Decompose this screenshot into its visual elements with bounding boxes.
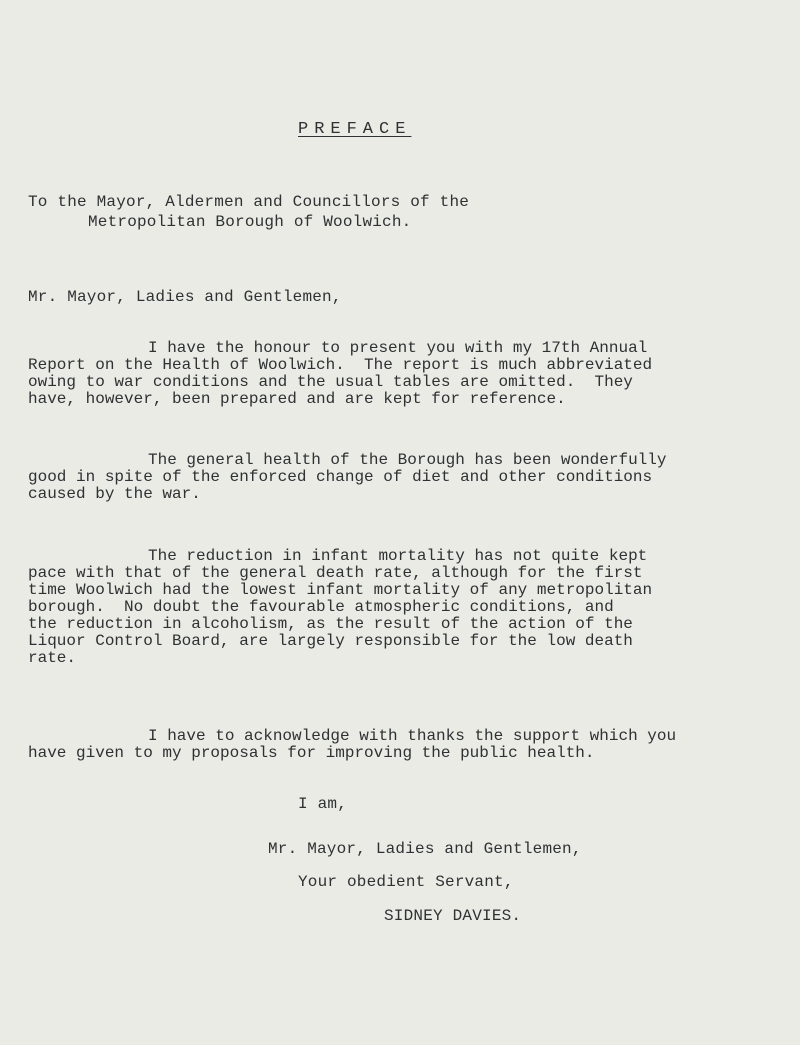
paragraph-line: The reduction in infant mortality has not quite kept [148,547,648,565]
salutation: Mr. Mayor, Ladies and Gentlemen, [28,288,342,306]
paragraph-line: Liquor Control Board, are largely responsible for the low death [28,632,633,650]
paragraph-3 [28,548,788,667]
page-title: PREFACE [298,120,412,139]
paragraph-line: Report on the Health of Woolwich. The report is much abbreviated [28,356,653,374]
paragraph-2 [28,452,788,503]
paragraph-line: I have to acknowledge with thanks the support which you [148,727,677,745]
paragraph-line: the reduction in alcoholism, as the result of the action of the [28,615,633,633]
paragraph-1 [28,340,788,408]
paragraph-line: The general health of the Borough has been wonderfully [148,451,667,469]
signature: SIDNEY DAVIES. [384,907,522,925]
closing-address: Mr. Mayor, Ladies and Gentlemen, [268,840,582,858]
paragraph-line: time Woolwich had the lowest infant mortality of any metropolitan [28,581,653,599]
closing-i-am: I am, [298,795,348,813]
paragraph-line: caused by the war. [28,485,201,503]
paragraph-line: rate. [28,649,77,667]
paragraph-4 [28,728,788,762]
address-line-2: Metropolitan Borough of Woolwich. [88,213,412,231]
paragraph-line: owing to war conditions and the usual tables are omitted. They [28,373,633,391]
paragraph-line: pace with that of the general death rate, although for the first [28,564,643,582]
address-line-1: To the Mayor, Aldermen and Councillors of the [28,193,470,211]
paragraph-line: have given to my proposals for improving the public health. [28,744,595,762]
paragraph-line: have, however, been prepared and are kept for reference. [28,390,566,408]
paragraph-line: I have the honour to present you with my 17th Annual [148,339,648,357]
closing-servant: Your obedient Servant, [298,873,514,891]
paragraph-line: good in spite of the enforced change of diet and other conditions [28,468,653,486]
paragraph-line: borough. No doubt the favourable atmospheric conditions, and [28,598,614,616]
